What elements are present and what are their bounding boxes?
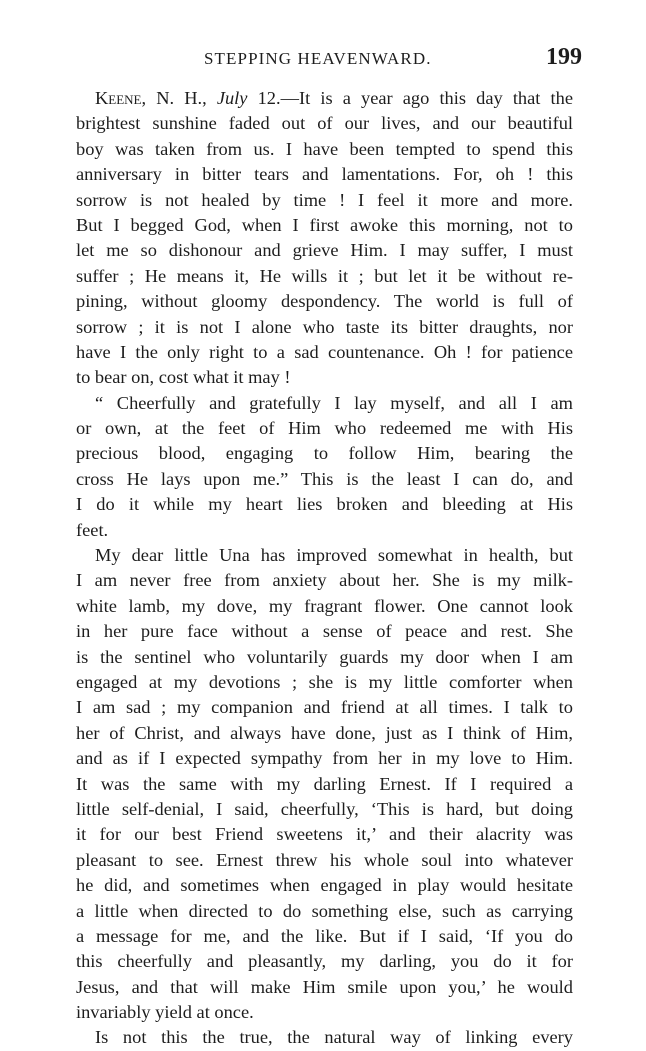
text-line: feet. xyxy=(76,519,109,540)
text-line: My dear little Una has improved somewhat in health, but xyxy=(95,545,573,566)
entry-month: July xyxy=(216,88,248,108)
entry-place: Keene xyxy=(95,88,142,108)
entry-day-rest: 12.—It is a year ago this day that the xyxy=(247,88,573,108)
text-line: I am never free from anxiety about her. She is my milk- xyxy=(76,570,573,591)
entry-place-rest: , N. H., xyxy=(141,88,217,108)
text-line: boy was taken from us. I have been tempted to spend this xyxy=(76,138,573,159)
text-line: cross He lays upon me.” This is the least I can do, and xyxy=(76,468,573,489)
body-text xyxy=(76,86,573,1051)
text-line: this cheerfully and pleasantly, my darling, you do it for xyxy=(76,951,573,972)
text-line xyxy=(76,86,573,111)
text-line: is the sentinel who voluntarily guards my door when I am xyxy=(76,646,573,667)
text-line: invariably yield at once. xyxy=(76,1002,254,1023)
text-line: little self-denial, I said, cheerfully, ‘This is hard, but doing xyxy=(76,798,573,819)
text-line: or own, at the feet of Him who redeemed me with His xyxy=(76,418,573,439)
text-line: her of Christ, and always have done, just as I think of Him, xyxy=(76,722,573,743)
text-line: anniversary in bitter tears and lamentations. For, oh ! this xyxy=(76,164,573,185)
text-line: a little when directed to do something else, such as carrying xyxy=(76,900,573,921)
page-number: 199 xyxy=(546,44,582,70)
text-line: sorrow is not healed by time ! I feel it more and more. xyxy=(76,189,573,210)
text-line: have I the only right to a sad countenance. Oh ! for patience xyxy=(76,341,573,362)
text-line: pining, without gloomy despondency. The world is full of xyxy=(76,291,573,312)
text-line: I do it while my heart lies broken and bleeding at His xyxy=(76,494,573,515)
text-line: suffer ; He means it, He wills it ; but let it be without re- xyxy=(76,265,573,286)
running-title: STEPPING HEAVENWARD. xyxy=(204,49,432,68)
text-line: I am sad ; my companion and friend at all times. I talk to xyxy=(76,697,573,718)
text-line: a message for me, and the like. But if I said, ‘If you do xyxy=(76,925,573,946)
text-line: precious blood, engaging to follow Him, bearing the xyxy=(76,443,573,464)
text-line: engaged at my devotions ; she is my little comforter when xyxy=(76,671,573,692)
text-line: in her pure face without a sense of peace and rest. She xyxy=(76,621,573,642)
text-line: Is not this the true, the natural way of linking every xyxy=(95,1027,573,1048)
text-line: It was the same with my darling Ernest. If I required a xyxy=(76,773,573,794)
text-line: brightest sunshine faded out of our lives, and our beautiful xyxy=(76,113,573,134)
text-line: But I begged God, when I first awoke this morning, not to xyxy=(76,214,573,235)
page-header xyxy=(86,44,582,78)
text-line: he did, and sometimes when engaged in play would hesitate xyxy=(76,875,573,896)
text-line: pleasant to see. Ernest threw his whole soul into whatever xyxy=(76,849,573,870)
text-line: to bear on, cost what it may ! xyxy=(76,367,291,388)
text-line: Jesus, and that will make Him smile upon you,’ he would xyxy=(76,976,573,997)
text-line: sorrow ; it is not I alone who taste its bitter draughts, nor xyxy=(76,316,573,337)
text-line: it for our best Friend sweetens it,’ and their alacrity was xyxy=(76,824,573,845)
text-line: let me so dishonour and grieve Him. I may suffer, I must xyxy=(76,240,573,261)
text-line: and as if I expected sympathy from her in my love to Him. xyxy=(76,748,573,769)
text-line: “ Cheerfully and gratefully I lay myself, and all I am xyxy=(95,392,573,413)
text-line: white lamb, my dove, my fragrant flower. One cannot look xyxy=(76,595,573,616)
